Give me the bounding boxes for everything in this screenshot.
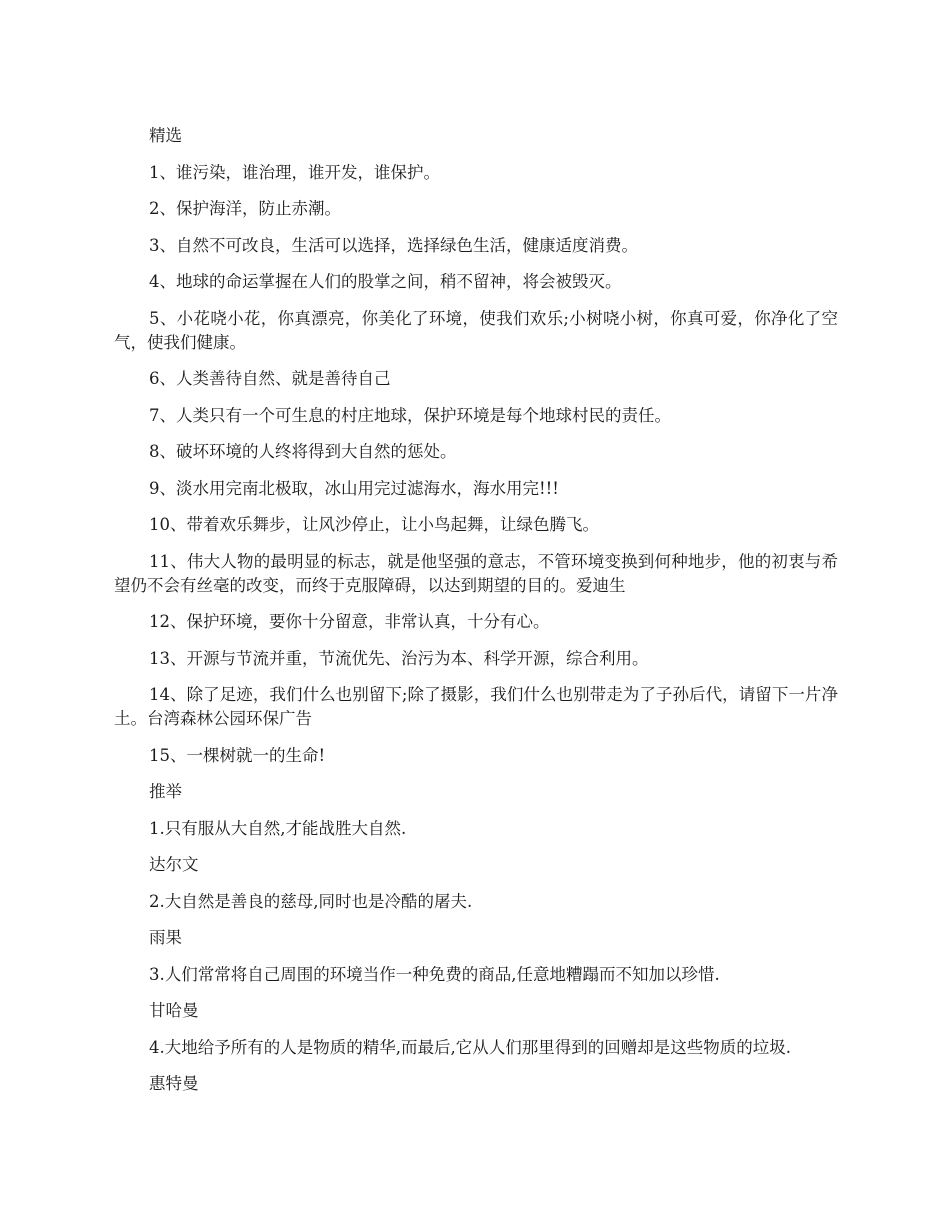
quote-4-author: 惠特曼 [149,1074,199,1093]
heading-tuiju: 推举 [149,782,182,801]
slogan-item-10: 10、带着欢乐舞步，让风沙停止，让小鸟起舞，让绿色腾飞。 [149,515,599,534]
slogan-item-14: 14、除了足迹，我们什么也别留下;除了摄影，我们什么也别带走为了子孙后代，请留下一片净土。台湾森林公园环保广告 [114,685,838,728]
slogan-item-6: 6、人类善待自然、就是善待自己 [149,369,391,388]
quote-2: 2.大自然是善良的慈母,同时也是冷酷的屠夫. [149,891,473,911]
quote-1: 1.只有服从大自然,才能战胜大自然. [149,818,407,838]
slogan-item-1: 1、谁污染，谁治理，谁开发，谁保护。 [149,162,440,182]
slogan-item-4: 4、地球的命运掌握在人们的股掌之间，稍不留神，将会被毁灭。 [149,272,622,291]
quote-3-author: 甘哈曼 [149,1001,199,1020]
slogan-item-8: 8、破坏环境的人终将得到大自然的惩处。 [149,442,457,461]
slogan-item-15: 15、一棵树就一的生命! [149,745,326,765]
slogan-item-11: 11、伟大人物的最明显的标志，就是他坚强的意志，不管环境变换到何种地步，他的初衷与希望仍不会有丝毫的改变，而终于克服障碍，以达到期望的目的。爱迪生 [114,551,838,595]
slogan-item-5: 5、小花哓小花，你真漂亮，你美化了环境，使我们欢乐;小树哓小树，你真可爱，你净化了空气，使我们健康。 [114,308,838,352]
slogan-item-13: 13、开源与节流并重，节流优先、治污为本、科学开源，综合利用。 [149,648,649,668]
quote-4: 4.大地给予所有的人是物质的精华,而最后,它从人们那里得到的回赠却是这些物质的垃圾. [149,1037,791,1057]
quote-1-author: 达尔文 [149,855,199,874]
quote-3: 3.人们常常将自己周围的环境当作一种免费的商品,任意地糟蹋而不知加以珍惜. [149,964,720,984]
heading-jingxuan: 精选 [149,126,182,145]
slogan-item-3: 3、自然不可改良，生活可以选择，选择绿色生活，健康适度消费。 [149,235,638,255]
quote-2-author: 雨果 [149,928,182,947]
slogan-item-7: 7、人类只有一个可生息的村庄地球，保护环境是每个地球村民的责任。 [149,405,671,425]
slogan-item-2: 2、保护海洋，防止赤潮。 [149,199,341,218]
slogan-item-9: 9、淡水用完南北极取，冰山用完过滤海水，海水用完!!! [149,478,559,498]
slogan-item-12: 12、保护环境，要你十分留意，非常认真，十分有心。 [149,612,550,631]
